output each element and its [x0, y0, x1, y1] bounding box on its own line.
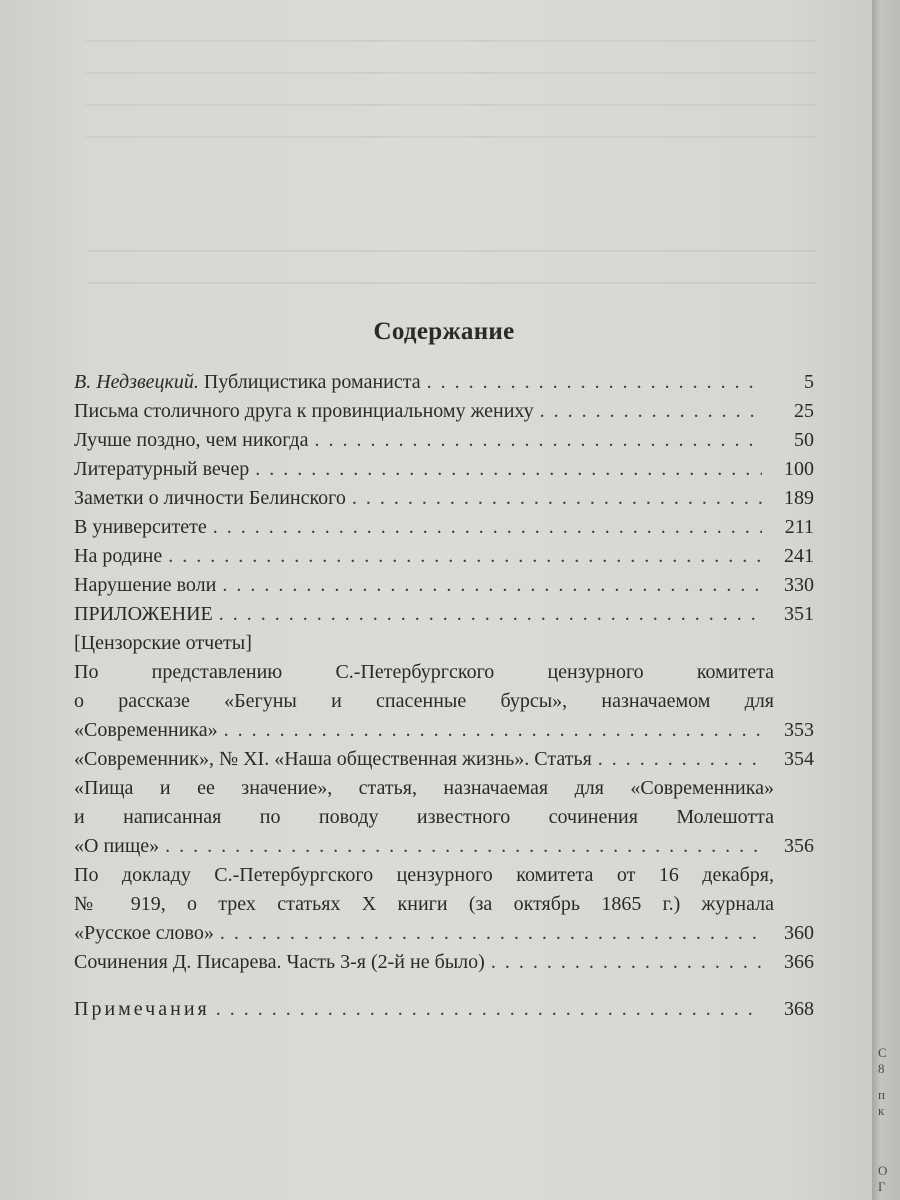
bleed-through-line: [86, 250, 816, 252]
appendix-item-line: и написанная по поводу известного сочинения Молешотта: [74, 806, 774, 828]
dot-leader: [165, 832, 762, 861]
dot-leader: [220, 919, 762, 948]
dot-leader: [352, 484, 762, 513]
toc-entry: [74, 542, 814, 571]
toc-entry-notes: [74, 995, 814, 1024]
toc-page-number: 211: [784, 516, 814, 538]
bleed-through-line: [86, 40, 816, 42]
appendix-item-line: «Пища и ее значение», статья, назначаемая для «Современника»: [74, 777, 774, 799]
toc-entry-title: Заметки о личности Белинского: [74, 487, 346, 509]
toc-entry: [74, 716, 814, 745]
toc-entry: [74, 745, 814, 774]
appendix-item-line: «Современника»: [74, 719, 218, 741]
margin-glyph: Г: [878, 1179, 886, 1194]
appendix-item-line: «Русское слово»: [74, 922, 214, 944]
toc-entry-title: Публицистика романиста: [203, 371, 421, 393]
dot-leader: [213, 513, 762, 542]
dot-leader: [216, 995, 762, 1024]
margin-glyph: С: [878, 1045, 887, 1060]
toc-entry: [74, 426, 814, 455]
margin-glyph: О: [878, 1163, 888, 1178]
toc-page-number: 368: [784, 998, 814, 1020]
toc-page-number: 25: [794, 400, 814, 422]
toc-entry: [74, 397, 814, 426]
appendix-item-line: «О пище»: [74, 835, 160, 857]
spacer: [74, 977, 814, 995]
appendix-item-line: «Современник», № XI. «Наша общественная жизнь». Статья: [74, 748, 592, 770]
appendix-section-title: [Цензорские отчеты]: [74, 632, 252, 654]
appendix-item-line: № 919, о трех статьях X книги (за октябрь 1865 г.) журнала: [74, 893, 774, 915]
bleed-through-line: [86, 136, 816, 138]
margin-glyph: п: [878, 1087, 885, 1102]
toc-entry: [74, 484, 814, 513]
margin-glyph: 8: [878, 1061, 885, 1076]
dot-leader: [168, 542, 762, 571]
toc-page-number: 356: [784, 835, 814, 857]
toc-entry-title: ПРИЛОЖЕНИЕ: [74, 603, 213, 625]
dot-leader: [314, 426, 762, 455]
dot-leader: [219, 600, 762, 629]
toc-page-number: 189: [784, 487, 814, 509]
toc-entry: [74, 571, 814, 600]
toc-page-number: 366: [784, 951, 814, 973]
page-title: Содержание: [373, 318, 515, 345]
dot-leader: [540, 397, 762, 426]
toc-entry-title: Лучше поздно, чем никогда: [74, 429, 309, 451]
next-page-edge: [872, 0, 900, 1200]
dot-leader: [222, 571, 762, 600]
appendix-item-line: По докладу С.-Петербургского цензурного комитета от 16 декабря,: [74, 864, 774, 886]
toc-entry-label: [74, 368, 427, 397]
toc-entry: [74, 368, 814, 397]
bleed-through-line: [86, 104, 816, 106]
toc-entry-title: Литературный вечер: [74, 458, 250, 480]
toc-entry: [74, 948, 814, 977]
appendix-item-line: По представлению С.-Петербургского цензурного комитета: [74, 661, 774, 683]
bleed-through-line: [86, 282, 816, 284]
toc-entry-title: Нарушение воли: [74, 574, 217, 596]
toc-entry-author: В. Недзвецкий.: [74, 371, 199, 393]
dot-leader: [255, 455, 762, 484]
toc-entry-title: В университете: [74, 516, 207, 538]
toc-entry: [74, 919, 814, 948]
toc-entry-title: На родине: [74, 545, 163, 567]
dot-leader: [491, 948, 762, 977]
toc-page-number: 353: [784, 719, 814, 741]
appendix-item-line: Сочинения Д. Писарева. Часть 3-я (2-й не было): [74, 951, 485, 973]
toc-page-number: 241: [784, 545, 814, 567]
toc-page-number: 5: [804, 371, 814, 393]
dot-leader: [224, 716, 762, 745]
table-of-contents: [74, 368, 814, 1024]
toc-entry: [74, 513, 814, 542]
next-page-margin-text: [878, 1045, 887, 1195]
toc-entry: [74, 832, 814, 861]
bleed-through-line: [86, 72, 816, 74]
toc-page-number: 351: [784, 603, 814, 625]
toc-page-number: 50: [794, 429, 814, 451]
toc-page-number: 354: [784, 748, 814, 770]
dot-leader: [427, 368, 762, 397]
toc-page-number: 360: [784, 922, 814, 944]
toc-entry: [74, 455, 814, 484]
toc-entry: [74, 600, 814, 629]
notes-title: Примечания: [74, 998, 210, 1020]
dot-leader: [598, 745, 762, 774]
toc-page-number: 100: [784, 458, 814, 480]
appendix-item-line: о рассказе «Бегуны и спасенные бурсы», назначаемом для: [74, 690, 774, 712]
toc-entry-title: Письма столичного друга к провинциальному жениху: [74, 400, 534, 422]
margin-glyph: к: [878, 1103, 885, 1118]
toc-page-number: 330: [784, 574, 814, 596]
